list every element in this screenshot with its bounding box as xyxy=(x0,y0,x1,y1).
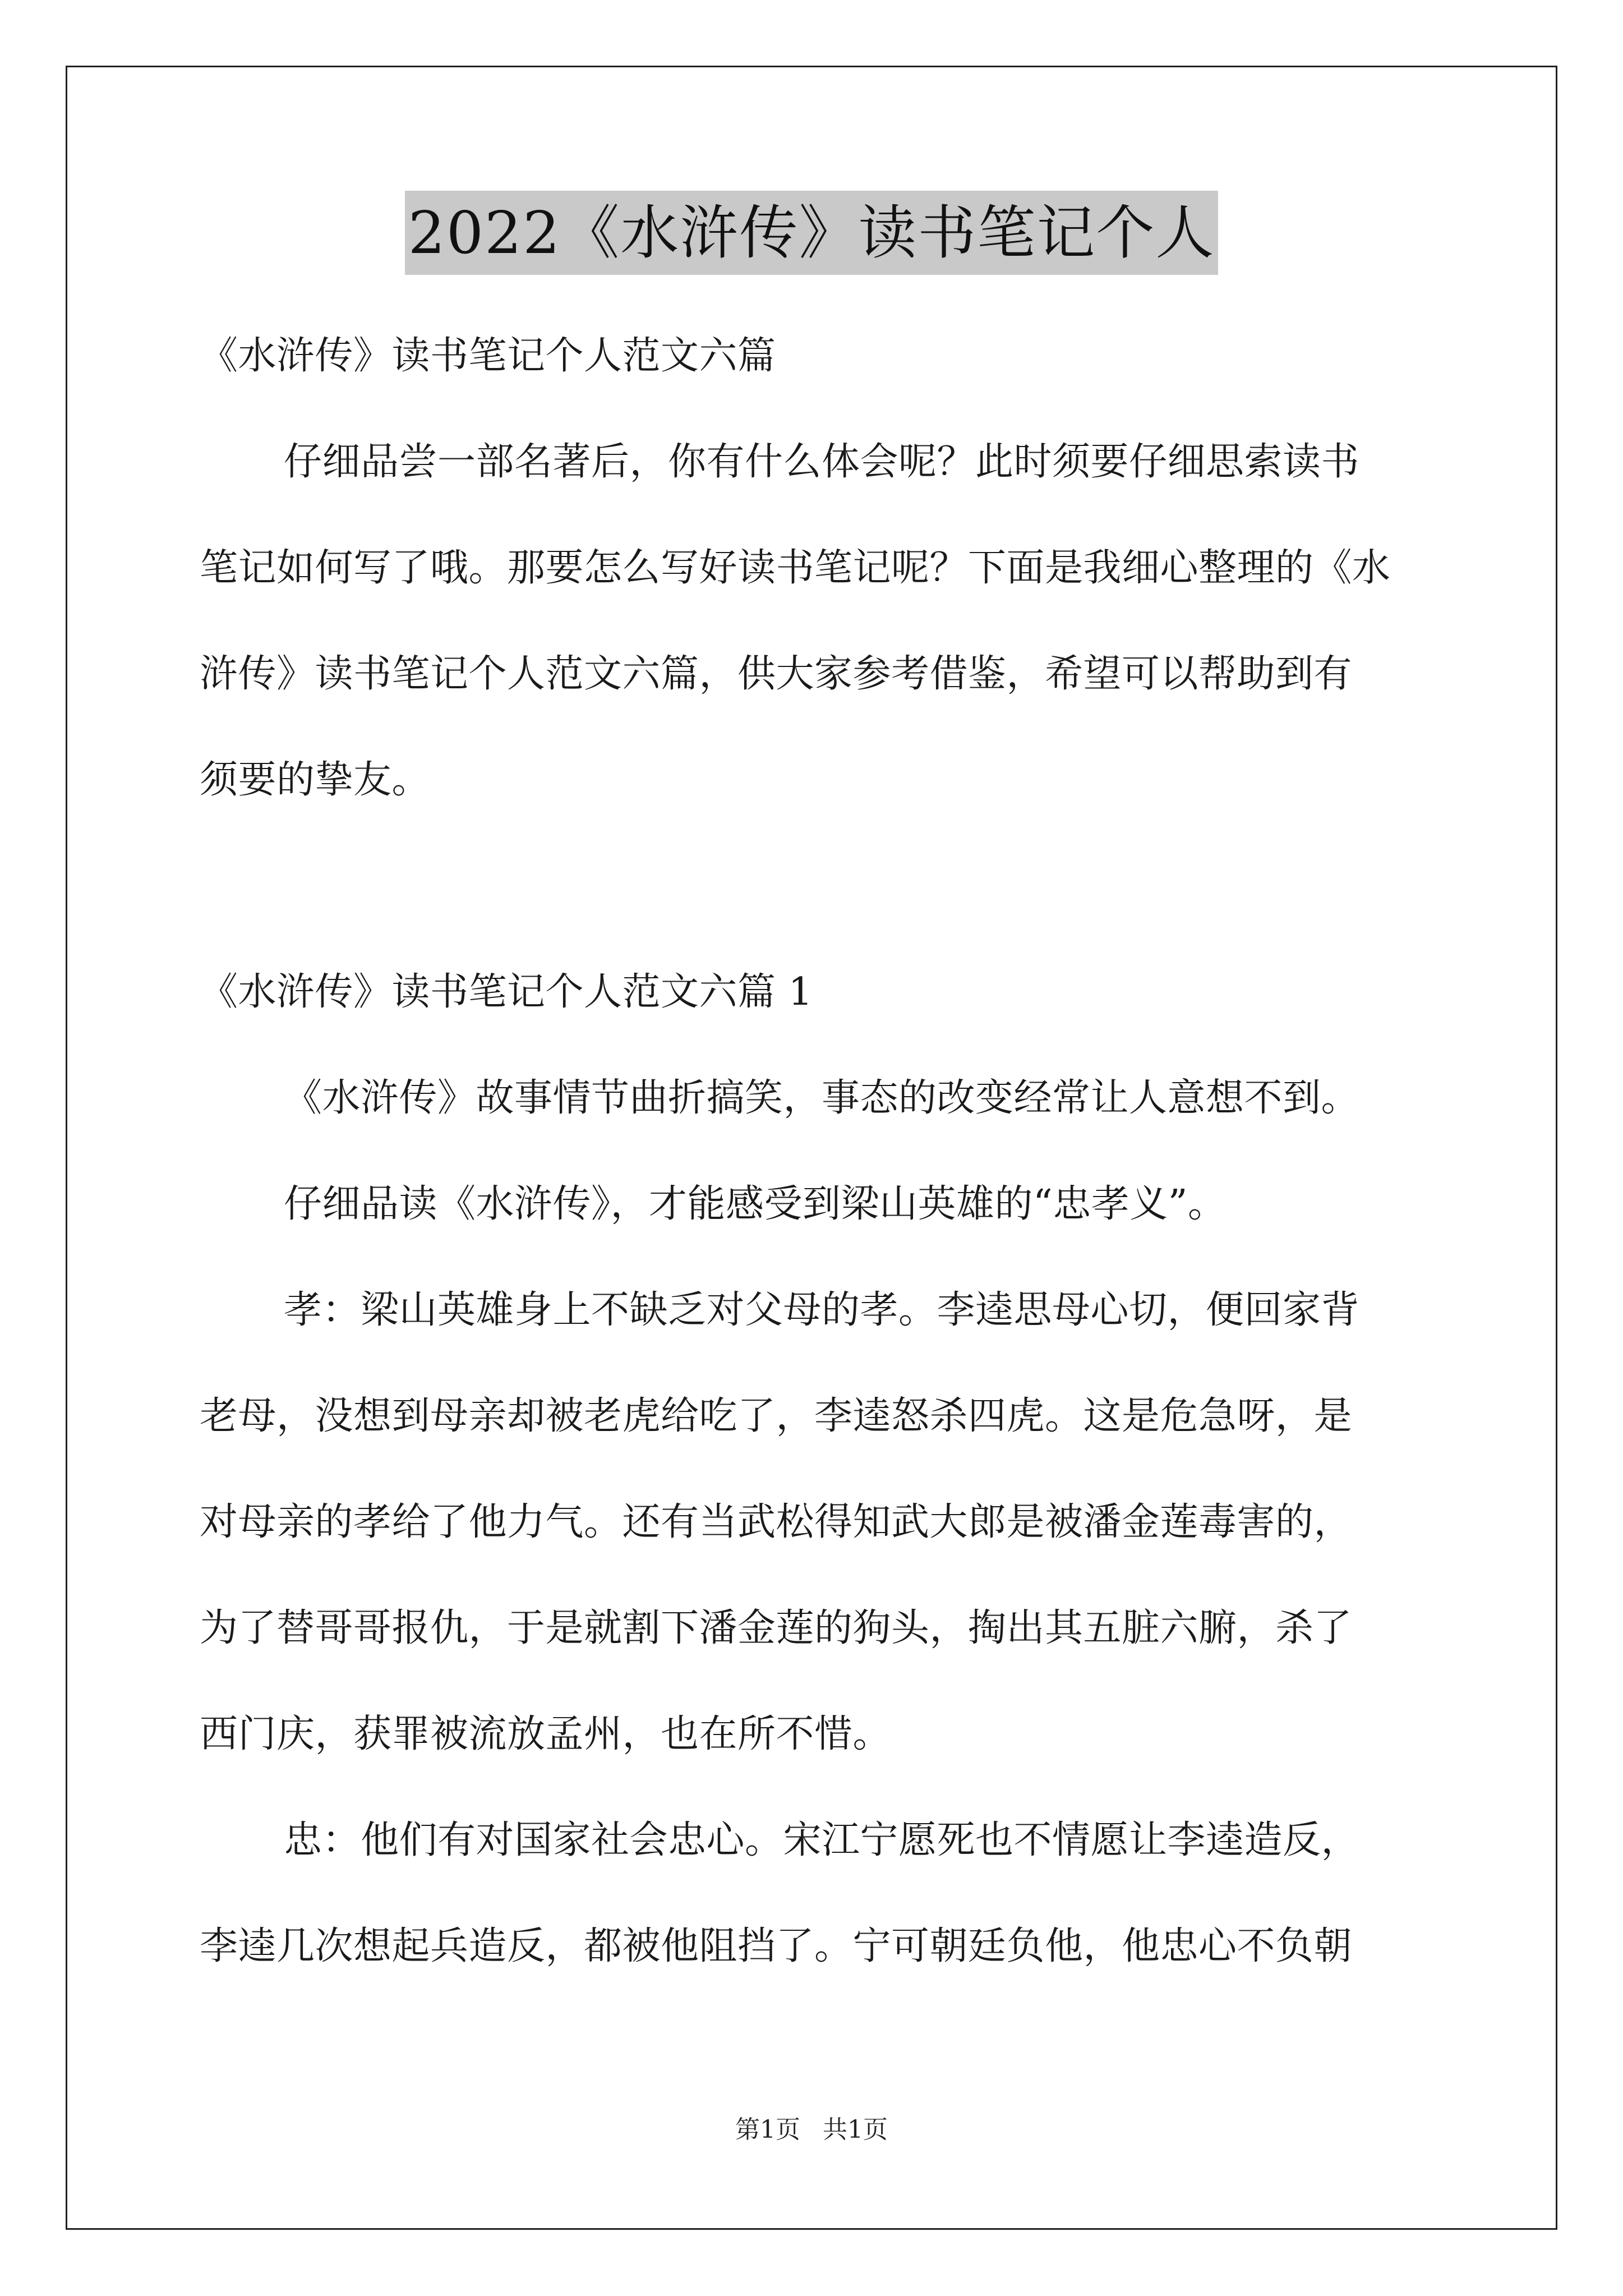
text-line: 西门庆，获罪被流放孟州，也在所不惜。 xyxy=(200,1712,892,1756)
text-line: 笔记如何写了哦。那要怎么写好读书笔记呢？下面是我细心整理的《水 xyxy=(200,546,1391,590)
text-line: 须要的挚友。 xyxy=(200,758,431,802)
text-line: 《水浒传》读书笔记个人范文六篇 xyxy=(200,334,776,378)
text-line: 为了替哥哥报仇，于是就割下潘金莲的狗头，掏出其五脏六腑，杀了 xyxy=(200,1606,1353,1650)
text-line: 老母，没想到母亲却被老虎给吃了，李逵怒杀四虎。这是危急呀，是 xyxy=(200,1394,1353,1438)
text-line: 忠：他们有对国家社会忠心。宋江宁愿死也不情愿让李逵造反， xyxy=(284,1818,1360,1862)
text-line: 《水浒传》故事情节曲折搞笑，事态的改变经常让人意想不到。 xyxy=(284,1076,1360,1120)
text-line: 浒传》读书笔记个人范文六篇，供大家参考借鉴，希望可以帮助到有 xyxy=(200,652,1353,696)
text-line: 孝：梁山英雄身上不缺乏对父母的孝。李逵思母心切，便回家背 xyxy=(284,1288,1360,1332)
page-total: 共1页 xyxy=(823,2115,888,2144)
title-wrap xyxy=(0,191,1623,275)
text-line: 仔细品读《水浒传》，才能感受到梁山英雄的“忠孝义”。 xyxy=(284,1182,1227,1226)
document-body xyxy=(200,303,1433,1999)
document-title: 2022《水浒传》读书笔记个人 xyxy=(405,191,1219,275)
page-number: 第1页 xyxy=(735,2115,800,2144)
page-footer xyxy=(0,2109,1623,2145)
paragraph-gap xyxy=(200,833,1433,939)
section-heading: 《水浒传》读书笔记个人范文六篇 1 xyxy=(200,970,813,1014)
text-line: 李逵几次想起兵造反，都被他阻挡了。宁可朝廷负他，他忠心不负朝 xyxy=(200,1924,1353,1968)
text-line: 仔细品尝一部名著后，你有什么体会呢？此时须要仔细思索读书 xyxy=(284,440,1360,484)
text-line: 对母亲的孝给了他力气。还有当武松得知武大郎是被潘金莲毒害的， xyxy=(200,1500,1353,1544)
